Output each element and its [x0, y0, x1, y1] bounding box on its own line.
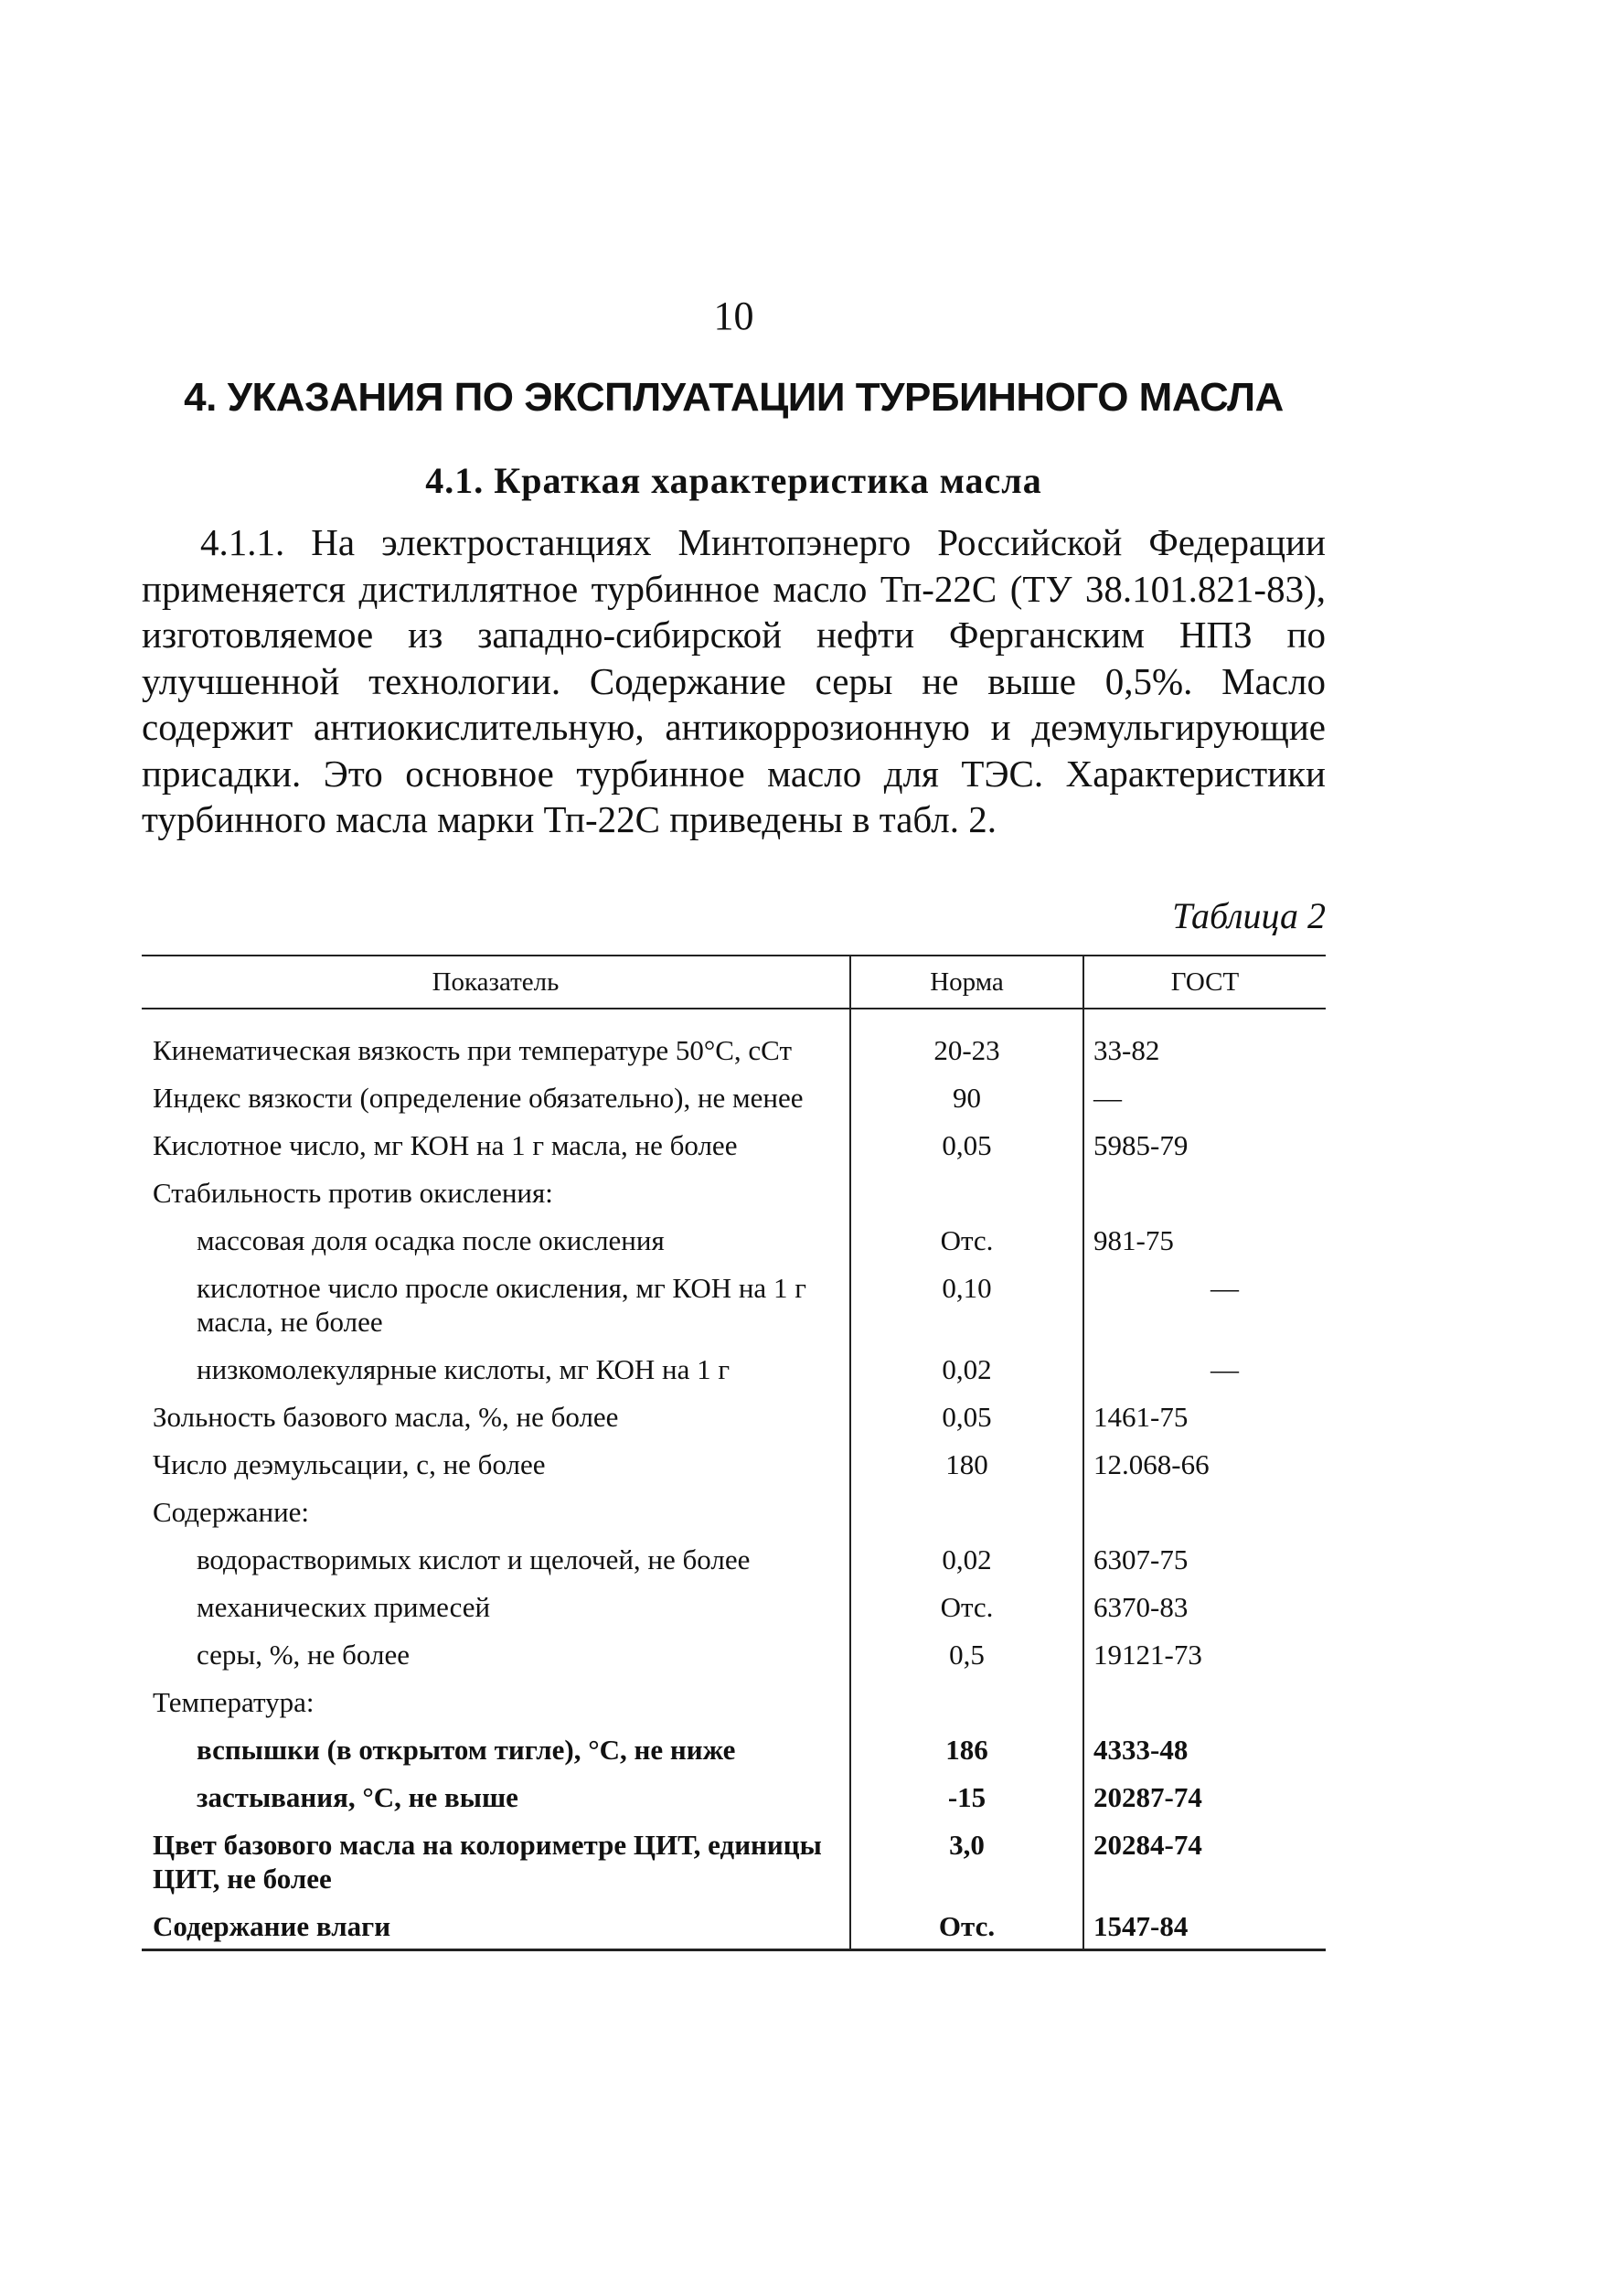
table-row — [142, 1903, 1326, 1950]
table-row — [142, 1726, 1326, 1774]
page-number: 10 — [713, 294, 754, 338]
specs-table — [142, 955, 1326, 1951]
document-page — [142, 0, 1326, 2296]
cell-gost: 981-75 — [1083, 1217, 1326, 1265]
table-row — [142, 1679, 1326, 1726]
cell-norm: 0,05 — [850, 1394, 1083, 1441]
table-row — [142, 1821, 1326, 1903]
table-row — [142, 1441, 1326, 1489]
cell-gost: 6370-83 — [1083, 1584, 1326, 1631]
cell-parameter: вспышки (в открытом тигле), °С, не ниже — [197, 1734, 736, 1766]
cell-norm: Отс. — [850, 1584, 1083, 1631]
table-row — [142, 1631, 1326, 1679]
table-row — [142, 1394, 1326, 1441]
cell-parameter: Индекс вязкости (определение обязательно), не менее — [153, 1082, 804, 1114]
cell-norm: 0,02 — [850, 1536, 1083, 1584]
table-header-row — [142, 956, 1326, 1009]
cell-parameter: серы, %, не более — [197, 1639, 410, 1671]
cell-parameter: Цвет базового масла на колориметре ЦИТ, единицы ЦИТ, не более — [153, 1829, 822, 1895]
cell-parameter: массовая доля осадка после окисления — [197, 1224, 665, 1256]
cell-norm — [850, 1489, 1083, 1536]
table-row — [142, 1122, 1326, 1169]
cell-gost: 5985-79 — [1083, 1122, 1326, 1169]
table-row — [142, 1169, 1326, 1217]
table-caption: Таблица 2 — [1172, 895, 1326, 936]
table-row — [142, 1265, 1326, 1346]
cell-norm: 186 — [850, 1726, 1083, 1774]
header-parameter: Показатель — [142, 956, 850, 1009]
chapter-title: 4. УКАЗАНИЯ ПО ЭКСПЛУАТАЦИИ ТУРБИННОГО МАСЛА — [184, 375, 1284, 420]
cell-gost: 20284-74 — [1083, 1821, 1326, 1903]
cell-parameter: низкомолекулярные кислоты, мг КОН на 1 г — [197, 1353, 731, 1385]
cell-parameter: застывания, °С, не выше — [197, 1781, 518, 1813]
cell-gost — [1083, 1679, 1326, 1726]
cell-norm: 90 — [850, 1074, 1083, 1122]
table-body — [142, 1009, 1326, 1950]
cell-gost: 1547-84 — [1083, 1903, 1326, 1950]
cell-norm — [850, 1169, 1083, 1217]
table-row — [142, 1074, 1326, 1122]
cell-gost: 4333-48 — [1083, 1726, 1326, 1774]
cell-parameter: Число деэмульсации, с, не более — [153, 1448, 546, 1480]
cell-norm: 0,10 — [850, 1265, 1083, 1346]
cell-parameter: Содержание: — [153, 1496, 310, 1528]
cell-parameter: Содержание влаги — [142, 1903, 850, 1950]
cell-gost: 1461-75 — [1083, 1394, 1326, 1441]
cell-gost: — — [1083, 1346, 1326, 1394]
cell-parameter: водорастворимых кислот и щелочей, не более — [197, 1543, 751, 1575]
cell-gost: 33-82 — [1083, 1009, 1326, 1074]
cell-gost: 6307-75 — [1083, 1536, 1326, 1584]
table-row — [142, 1217, 1326, 1265]
cell-gost — [1083, 1169, 1326, 1217]
cell-parameter: механических примесей — [197, 1591, 491, 1623]
table-row — [142, 1774, 1326, 1821]
cell-parameter: Температура: — [153, 1686, 315, 1718]
table-row — [142, 1489, 1326, 1536]
cell-parameter: Зольность базового масла, %, не более — [153, 1401, 619, 1433]
table-row — [142, 1346, 1326, 1394]
body-paragraph: 4.1.1. На электростанциях Минтопэнерго Российской Федерации применяется дистиллятное турбинное масло Тп-22С (ТУ 38.101.821-83), изготовляемое из западно-сибирской нефти Ферганским НПЗ по улучшенной технологии. Содержание серы не выше 0,5%. Масло содержит антиокислительную, антикоррозионную и деэмульгирующие присадки. Это основное турбинное масло для ТЭС. Характеристики турбинного масла марки Тп-22С приведены в табл. 2. — [142, 521, 1326, 840]
cell-norm: 20-23 — [850, 1009, 1083, 1074]
cell-norm: 0,02 — [850, 1346, 1083, 1394]
table-row — [142, 1584, 1326, 1631]
cell-parameter: Кислотное число, мг КОН на 1 г масла, не более — [153, 1129, 738, 1161]
cell-gost: 19121-73 — [1083, 1631, 1326, 1679]
header-norm: Норма — [850, 956, 1083, 1009]
cell-parameter: кислотное число просле окисления, мг КОН на 1 г масла, не более — [197, 1272, 806, 1338]
cell-parameter: Стабильность против окисления: — [153, 1177, 553, 1209]
cell-norm: Отс. — [850, 1217, 1083, 1265]
cell-gost: 12.068-66 — [1083, 1441, 1326, 1489]
cell-norm: Отс. — [850, 1903, 1083, 1950]
cell-norm: 0,5 — [850, 1631, 1083, 1679]
cell-norm: -15 — [850, 1774, 1083, 1821]
cell-gost: 20287-74 — [1083, 1774, 1326, 1821]
cell-gost: — — [1083, 1265, 1326, 1346]
cell-norm: 180 — [850, 1441, 1083, 1489]
cell-norm — [850, 1679, 1083, 1726]
cell-norm: 0,05 — [850, 1122, 1083, 1169]
cell-gost: — — [1083, 1074, 1326, 1122]
header-gost: ГОСТ — [1083, 956, 1326, 1009]
cell-norm: 3,0 — [850, 1821, 1083, 1903]
cell-parameter: Кинематическая вязкость при температуре 50°С, сСт — [153, 1034, 792, 1066]
table-row — [142, 1536, 1326, 1584]
cell-gost — [1083, 1489, 1326, 1536]
table-row — [142, 1009, 1326, 1074]
section-title: 4.1. Краткая характеристика масла — [425, 460, 1042, 501]
